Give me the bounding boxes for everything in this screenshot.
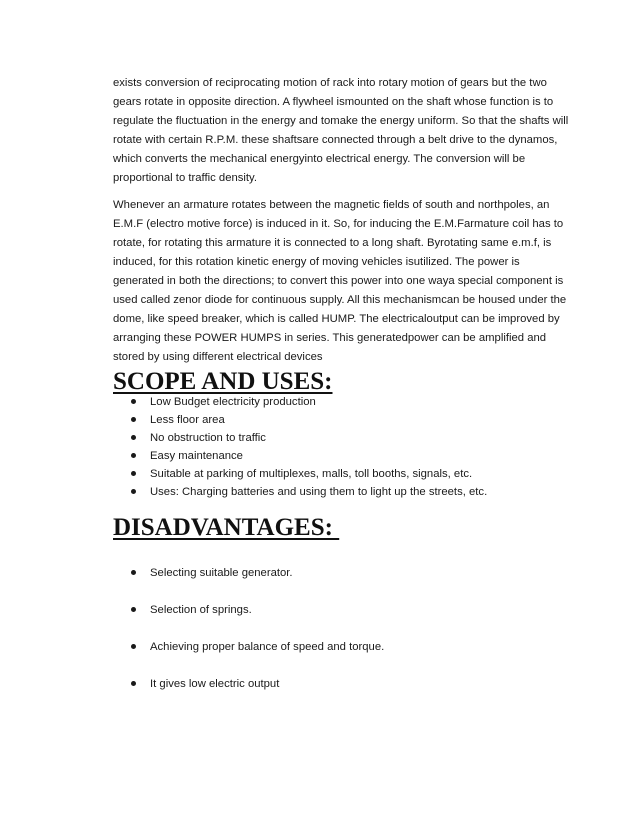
bullet-icon xyxy=(131,489,136,494)
list-item-text: It gives low electric output xyxy=(150,678,280,690)
bullet-icon xyxy=(131,453,136,458)
list-item xyxy=(113,483,487,501)
bullet-icon xyxy=(131,570,136,575)
list-item-text: No obstruction to traffic xyxy=(150,432,266,444)
disadvantages-list xyxy=(113,564,384,712)
scope-list xyxy=(113,393,487,501)
list-item xyxy=(113,465,487,483)
list-item xyxy=(113,675,384,693)
list-item xyxy=(113,638,384,656)
bullet-icon xyxy=(131,435,136,440)
bullet-icon xyxy=(131,399,136,404)
bullet-icon xyxy=(131,644,136,649)
list-item xyxy=(113,601,384,619)
list-item xyxy=(113,447,487,465)
list-item-text: Selecting suitable generator. xyxy=(150,567,293,579)
list-item xyxy=(113,393,487,411)
list-item-text: Selection of springs. xyxy=(150,604,252,616)
scope-heading: SCOPE AND USES: xyxy=(113,368,333,395)
list-item-text: Less floor area xyxy=(150,414,225,426)
list-item xyxy=(113,564,384,582)
list-item-text: Uses: Charging batteries and using them to light up the streets, etc. xyxy=(150,486,488,498)
list-item xyxy=(113,411,487,429)
list-item xyxy=(113,429,487,447)
bullet-icon xyxy=(131,471,136,476)
paragraph-gear-conversion: exists conversion of reciprocating motion of rack into rotary motion of gears but the two gears rotate in opposite direction. A flywheel ismounted on the shaft whose function is to regulate the fluctuation in the energy and tomake the energy uniform. So that the shafts will rotate with certain R.P.M. these shaftsare connected through a belt drive to the dynamos, which converts the mechanical energyinto electrical energy. The conversion will be proportional to traffic density. xyxy=(113,77,569,184)
list-item-text: Suitable at parking of multiplexes, malls, toll booths, signals, etc. xyxy=(150,468,473,480)
list-item-text: Achieving proper balance of speed and torque. xyxy=(150,641,385,653)
bullet-icon xyxy=(131,607,136,612)
list-item-text: Low Budget electricity production xyxy=(150,396,316,408)
bullet-icon xyxy=(131,417,136,422)
paragraph-armature-emf: Whenever an armature rotates between the magnetic fields of south and northpoles, an E.M.F (electro motive force) is induced in it. So, for inducing the E.M.Farmature coil has to rotate, for rotating this armature it is connected to a long shaft. Byrotating same e.m.f, is induced, for this rotation kinetic energy of moving vehicles isutilized. The power is generated in both the directions; to convert this power into one waya special component is used called zenor diode for continuous supply. All this mechanismcan be housed under the dome, like speed breaker, which is called HUMP. The electricaloutput can be improved by arranging these POWER HUMPS in series. This generatedpower can be amplified and stored by using different electrical devices xyxy=(113,199,567,363)
bullet-icon xyxy=(131,681,136,686)
list-item-text: Easy maintenance xyxy=(150,450,243,462)
disadvantages-heading: DISADVANTAGES: xyxy=(113,514,340,541)
